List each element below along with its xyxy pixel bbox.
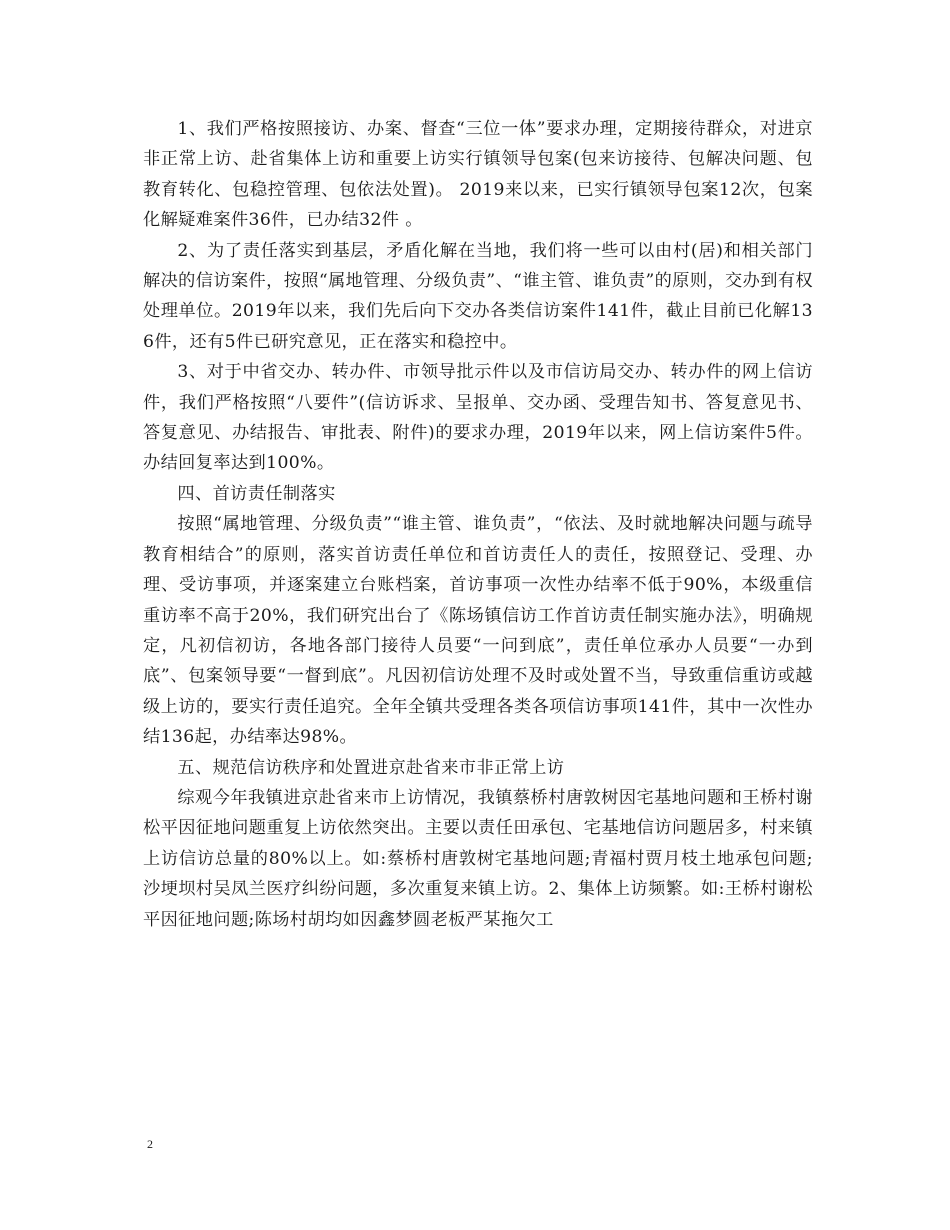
paragraph-3: 3、对于中省交办、转办件、市领导批示件以及市信访局交办、转办件的网上信访件，我们严格按照“八要件”(信访诉求、呈报单、交办函、受理告知书、答复意见书、答复意见、办结报告、审批表、附件)的要求办理，2019年以来，网上信访案件5件。办结回复率达到100%。 (143, 362, 813, 474)
paragraph-2: 2、为了责任落实到基层，矛盾化解在当地，我们将一些可以由村(居)和相关部门解决的信访案件，按照“属地管理、分级负责”、“谁主管、谁负责”的原则，交办到有权处理单位。2019年以来，我们先后向下交办各类信访案件141件，截止目前已化解136件，还有5件已研究意见，正在落实和稳控中。 (143, 240, 813, 352)
paragraph-4: 按照“属地管理、分级负责”“谁主管、谁负责”，“依法、及时就地解决问题与疏导教育相结合”的原则，落实首访责任单位和首访责任人的责任，按照登记、受理、办理、受访事项，并逐案建立台账档案，首访事项一次性办结率不低于90%，本级重信重访率不高于20%，我们研究出台了《陈场镇信访工作首访责任制实施办法》，明确规定，凡初信初访，各地各部门接待人员要“一问到底”，责任单位承办人员要“一办到底”、包案领导要“一督到底”。凡因初信访处理不及时或处置不当，导致重信重访或越级上访的，要实行责任追究。全年全镇共受理各类各项信访事项141件，其中一次性办结136起，办结率达98%。 (143, 514, 813, 748)
section-heading-4: 四、首访责任制落实 (177, 483, 336, 504)
page-number: 2 (147, 1137, 153, 1151)
section-heading-5: 五、规范信访秩序和处置进京赴省来市非正常上访 (177, 757, 565, 778)
paragraph-1: 1、我们严格按照接访、办案、督查“三位一体”要求办理，定期接待群众，对进京非正常上访、赴省集体上访和重要上访实行镇领导包案(包来访接待、包解决问题、包教育转化、包稳控管理、包依法处置)。 2019来以来，已实行镇领导包案12次，包案化解疑难案件36件，已办结32件 。 (143, 119, 813, 231)
paragraph-5: 综观今年我镇进京赴省来市上访情况，我镇蔡桥村唐敦树因宅基地问题和王桥村谢松平因征地问题重复上访依然突出。主要以责任田承包、宅基地信访问题居多，村来镇上访信访总量的80%以上。如:蔡桥村唐敦树宅基地问题;青福村贾月枝土地承包问题;沙埂坝村吴凤兰医疗纠纷问题，多次重复来镇上访。2、集体上访频繁。如:王桥村谢松平因征地问题;陈场村胡均如因鑫梦圆老板严某拖欠工 (143, 787, 813, 930)
document-body (143, 114, 813, 935)
